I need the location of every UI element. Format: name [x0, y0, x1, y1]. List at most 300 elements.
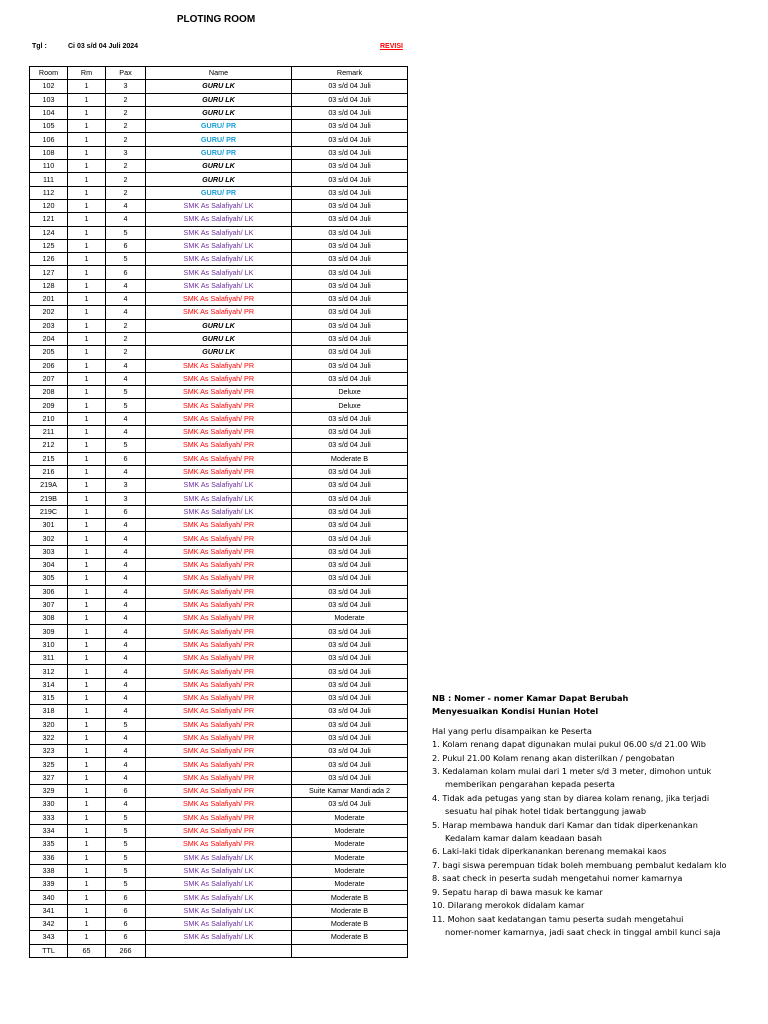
cell-pax: 4 [106, 213, 146, 226]
cell-room: 212 [30, 439, 68, 452]
cell-room: 126 [30, 253, 68, 266]
cell-name: SMK As Salafiyah/ PR [146, 705, 292, 718]
cell-remark: 03 s/d 04 Juli [292, 625, 408, 638]
note-item: 2. Pukul 21.00 Kolam renang akan disterilkan / pengobatan [432, 752, 675, 763]
cell-name: SMK As Salafiyah/ LK [146, 199, 292, 212]
table-row [30, 931, 408, 944]
cell-room: 209 [30, 399, 68, 412]
cell-name: SMK As Salafiyah/ PR [146, 612, 292, 625]
cell-room: 305 [30, 572, 68, 585]
cell-pax: 2 [106, 319, 146, 332]
cell-pax: 4 [106, 638, 146, 651]
cell-remark: Moderate [292, 864, 408, 877]
cell-rm: 1 [68, 93, 106, 106]
cell-pax: 4 [106, 652, 146, 665]
cell-room: 311 [30, 652, 68, 665]
cell-room: 102 [30, 80, 68, 93]
cell-remark: 03 s/d 04 Juli [292, 266, 408, 279]
column-header-name: Name [146, 67, 292, 80]
cell-rm: 1 [68, 678, 106, 691]
cell-rm: 1 [68, 838, 106, 851]
cell-remark: 03 s/d 04 Juli [292, 545, 408, 558]
cell-room: 307 [30, 598, 68, 611]
cell-pax: 6 [106, 904, 146, 917]
cell-rm: 1 [68, 213, 106, 226]
cell-name: SMK As Salafiyah/ PR [146, 372, 292, 385]
table-row [30, 239, 408, 252]
cell-remark: 03 s/d 04 Juli [292, 173, 408, 186]
column-header-rm: Rm [68, 67, 106, 80]
cell-remark: 03 s/d 04 Juli [292, 492, 408, 505]
cell-remark: Moderate [292, 824, 408, 837]
cell-pax: 4 [106, 771, 146, 784]
cell-room: 312 [30, 665, 68, 678]
cell-room: 202 [30, 306, 68, 319]
cell-name: SMK As Salafiyah/ PR [146, 558, 292, 571]
cell-name: SMK As Salafiyah/ LK [146, 226, 292, 239]
table-row [30, 133, 408, 146]
note-item: 4. Tidak ada petugas yang stan by diarea kolam renang, jika terjadi [432, 792, 710, 803]
table-row [30, 146, 408, 159]
cell-pax: 2 [106, 346, 146, 359]
table-row [30, 479, 408, 492]
cell-name: SMK As Salafiyah/ LK [146, 239, 292, 252]
cell-rm: 1 [68, 705, 106, 718]
cell-remark: 03 s/d 04 Juli [292, 239, 408, 252]
table-row [30, 824, 408, 837]
table-header-row [30, 67, 408, 80]
table-row [30, 106, 408, 119]
cell-remark: 03 s/d 04 Juli [292, 771, 408, 784]
cell-rm: 1 [68, 346, 106, 359]
cell-room: 106 [30, 133, 68, 146]
cell-remark: 03 s/d 04 Juli [292, 718, 408, 731]
cell-room: 208 [30, 386, 68, 399]
cell-room: 315 [30, 691, 68, 704]
cell-pax: 5 [106, 878, 146, 891]
cell-name: SMK As Salafiyah/ PR [146, 691, 292, 704]
cell-name: SMK As Salafiyah/ PR [146, 758, 292, 771]
table-row [30, 851, 408, 864]
cell-pax: 6 [106, 918, 146, 931]
cell-pax: 4 [106, 372, 146, 385]
cell-name: SMK As Salafiyah/ LK [146, 492, 292, 505]
cell-remark: 03 s/d 04 Juli [292, 745, 408, 758]
cell-rm: 1 [68, 718, 106, 731]
cell-name: GURU LK [146, 346, 292, 359]
note-item: 10. Dilarang merokok didalam kamar [432, 900, 585, 911]
cell-pax: 6 [106, 891, 146, 904]
cell-pax: 5 [106, 439, 146, 452]
cell-rm: 1 [68, 239, 106, 252]
total-name [146, 944, 292, 957]
table-row [30, 545, 408, 558]
cell-room: 204 [30, 332, 68, 345]
cell-pax: 4 [106, 612, 146, 625]
cell-pax: 2 [106, 133, 146, 146]
nb-line-1: NB : Nomer - nomer Kamar Dapat Berubah [432, 693, 629, 703]
cell-pax: 5 [106, 824, 146, 837]
cell-name: SMK As Salafiyah/ PR [146, 785, 292, 798]
table-row [30, 638, 408, 651]
cell-pax: 4 [106, 665, 146, 678]
cell-room: 314 [30, 678, 68, 691]
cell-remark: 03 s/d 04 Juli [292, 558, 408, 571]
cell-pax: 4 [106, 465, 146, 478]
cell-remark: Moderate B [292, 891, 408, 904]
table-row [30, 293, 408, 306]
cell-rm: 1 [68, 824, 106, 837]
cell-name: GURU/ PR [146, 146, 292, 159]
table-row [30, 572, 408, 585]
cell-pax: 4 [106, 359, 146, 372]
cell-remark: 03 s/d 04 Juli [292, 465, 408, 478]
cell-pax: 4 [106, 532, 146, 545]
note-item: 6. Laki-laki tidak diperkanankan berenang memakai kaos [432, 846, 667, 857]
note-item: sesuatu hal pihak hotel tidak bertanggung jawab [445, 806, 647, 817]
cell-rm: 1 [68, 399, 106, 412]
table-row [30, 652, 408, 665]
table-row [30, 838, 408, 851]
cell-rm: 1 [68, 319, 106, 332]
cell-room: 302 [30, 532, 68, 545]
cell-room: 201 [30, 293, 68, 306]
cell-remark: 03 s/d 04 Juli [292, 359, 408, 372]
cell-rm: 1 [68, 479, 106, 492]
cell-remark: 03 s/d 04 Juli [292, 120, 408, 133]
cell-remark: Moderate [292, 878, 408, 891]
cell-pax: 4 [106, 545, 146, 558]
cell-remark: Moderate [292, 811, 408, 824]
cell-room: 338 [30, 864, 68, 877]
cell-name: SMK As Salafiyah/ PR [146, 638, 292, 651]
cell-rm: 1 [68, 745, 106, 758]
cell-pax: 4 [106, 199, 146, 212]
cell-pax: 5 [106, 253, 146, 266]
table-row [30, 492, 408, 505]
total-rm: 65 [68, 944, 106, 957]
cell-remark: 03 s/d 04 Juli [292, 199, 408, 212]
cell-room: 303 [30, 545, 68, 558]
cell-pax: 5 [106, 386, 146, 399]
table-row [30, 585, 408, 598]
cell-room: 308 [30, 612, 68, 625]
cell-name: SMK As Salafiyah/ PR [146, 678, 292, 691]
cell-rm: 1 [68, 798, 106, 811]
cell-pax: 5 [106, 864, 146, 877]
cell-remark: Deluxe [292, 399, 408, 412]
cell-rm: 1 [68, 293, 106, 306]
cell-name: SMK As Salafiyah/ LK [146, 918, 292, 931]
total-label: TTL [30, 944, 68, 957]
table-row [30, 598, 408, 611]
cell-room: 110 [30, 160, 68, 173]
cell-remark: 03 s/d 04 Juli [292, 93, 408, 106]
cell-name: SMK As Salafiyah/ PR [146, 426, 292, 439]
cell-name: SMK As Salafiyah/ LK [146, 266, 292, 279]
cell-room: 104 [30, 106, 68, 119]
cell-name: SMK As Salafiyah/ PR [146, 399, 292, 412]
cell-remark: 03 s/d 04 Juli [292, 758, 408, 771]
table-row [30, 120, 408, 133]
table-row [30, 918, 408, 931]
cell-remark: 03 s/d 04 Juli [292, 346, 408, 359]
cell-room: 322 [30, 731, 68, 744]
table-row [30, 891, 408, 904]
note-item: Kedalam kamar dalam keadaan basah [445, 833, 602, 844]
cell-room: 207 [30, 372, 68, 385]
table-row [30, 691, 408, 704]
cell-pax: 6 [106, 505, 146, 518]
cell-pax: 5 [106, 838, 146, 851]
cell-room: 127 [30, 266, 68, 279]
cell-room: 342 [30, 918, 68, 931]
cell-pax: 3 [106, 479, 146, 492]
table-row [30, 505, 408, 518]
cell-pax: 4 [106, 598, 146, 611]
note-item: 5. Harap membawa handuk dari Kamar dan tidak diperkenankan [432, 819, 698, 830]
cell-rm: 1 [68, 160, 106, 173]
cell-name: GURU/ PR [146, 186, 292, 199]
cell-remark: Moderate B [292, 918, 408, 931]
cell-rm: 1 [68, 652, 106, 665]
table-row [30, 253, 408, 266]
cell-remark: 03 s/d 04 Juli [292, 332, 408, 345]
cell-room: 333 [30, 811, 68, 824]
cell-rm: 1 [68, 426, 106, 439]
cell-pax: 4 [106, 731, 146, 744]
cell-room: 304 [30, 558, 68, 571]
cell-name: SMK As Salafiyah/ LK [146, 891, 292, 904]
cell-remark: Deluxe [292, 386, 408, 399]
table-row [30, 665, 408, 678]
cell-rm: 1 [68, 918, 106, 931]
table-row [30, 93, 408, 106]
cell-pax: 4 [106, 558, 146, 571]
table-row [30, 426, 408, 439]
cell-name: GURU LK [146, 332, 292, 345]
cell-name: SMK As Salafiyah/ LK [146, 279, 292, 292]
cell-room: 210 [30, 412, 68, 425]
cell-room: 341 [30, 904, 68, 917]
cell-room: 111 [30, 173, 68, 186]
cell-name: SMK As Salafiyah/ PR [146, 452, 292, 465]
note-item: 9. Sepatu harap di bawa masuk ke kamar [432, 886, 603, 897]
table-row [30, 811, 408, 824]
note-item: 11. Mohon saat kedatangan tamu peserta sudah mengetahui [432, 913, 684, 924]
cell-name: SMK As Salafiyah/ PR [146, 412, 292, 425]
cell-room: 329 [30, 785, 68, 798]
table-row [30, 625, 408, 638]
cell-rm: 1 [68, 465, 106, 478]
cell-name: SMK As Salafiyah/ LK [146, 931, 292, 944]
cell-rm: 1 [68, 758, 106, 771]
cell-room: 124 [30, 226, 68, 239]
cell-pax: 5 [106, 811, 146, 824]
cell-remark: 03 s/d 04 Juli [292, 226, 408, 239]
cell-pax: 6 [106, 452, 146, 465]
cell-rm: 1 [68, 146, 106, 159]
note-item: 3. Kedalaman kolam mulai dari 1 meter s/d 3 meter, dimohon untuk [432, 766, 712, 777]
cell-name: GURU LK [146, 173, 292, 186]
cell-room: 343 [30, 931, 68, 944]
cell-rm: 1 [68, 199, 106, 212]
cell-name: SMK As Salafiyah/ PR [146, 811, 292, 824]
cell-room: 301 [30, 519, 68, 532]
total-remark [292, 944, 408, 957]
cell-pax: 5 [106, 226, 146, 239]
cell-room: 121 [30, 213, 68, 226]
cell-remark: 03 s/d 04 Juli [292, 691, 408, 704]
cell-name: SMK As Salafiyah/ PR [146, 718, 292, 731]
cell-name: SMK As Salafiyah/ LK [146, 253, 292, 266]
cell-remark: 03 s/d 04 Juli [292, 652, 408, 665]
note-item: nomer-nomer kamarnya, jadi saat check in tinggal ambil kunci saja [445, 926, 721, 937]
cell-pax: 6 [106, 266, 146, 279]
cell-remark: 03 s/d 04 Juli [292, 439, 408, 452]
cell-rm: 1 [68, 173, 106, 186]
cell-rm: 1 [68, 545, 106, 558]
cell-name: SMK As Salafiyah/ PR [146, 771, 292, 784]
table-row [30, 519, 408, 532]
notes-list [432, 738, 766, 939]
cell-rm: 1 [68, 572, 106, 585]
cell-name: GURU LK [146, 80, 292, 93]
cell-remark: 03 s/d 04 Juli [292, 678, 408, 691]
table-row [30, 306, 408, 319]
cell-rm: 1 [68, 332, 106, 345]
cell-room: 339 [30, 878, 68, 891]
cell-room: 325 [30, 758, 68, 771]
cell-pax: 2 [106, 120, 146, 133]
cell-remark: 03 s/d 04 Juli [292, 160, 408, 173]
cell-room: 306 [30, 585, 68, 598]
cell-room: 216 [30, 465, 68, 478]
column-header-pax: Pax [106, 67, 146, 80]
cell-room: 320 [30, 718, 68, 731]
cell-rm: 1 [68, 691, 106, 704]
cell-remark: 03 s/d 04 Juli [292, 598, 408, 611]
cell-rm: 1 [68, 359, 106, 372]
cell-name: SMK As Salafiyah/ PR [146, 306, 292, 319]
cell-pax: 4 [106, 691, 146, 704]
cell-pax: 4 [106, 426, 146, 439]
table-row [30, 745, 408, 758]
nb-line-2: Menyesuaikan Kondisi Hunian Hotel [432, 706, 599, 717]
table-row [30, 226, 408, 239]
cell-room: 120 [30, 199, 68, 212]
cell-rm: 1 [68, 120, 106, 133]
cell-name: SMK As Salafiyah/ LK [146, 851, 292, 864]
cell-room: 112 [30, 186, 68, 199]
cell-name: SMK As Salafiyah/ PR [146, 625, 292, 638]
cell-name: SMK As Salafiyah/ PR [146, 572, 292, 585]
cell-name: SMK As Salafiyah/ PR [146, 652, 292, 665]
table-row [30, 186, 408, 199]
cell-rm: 1 [68, 864, 106, 877]
cell-name: GURU/ PR [146, 120, 292, 133]
cell-rm: 1 [68, 519, 106, 532]
cell-rm: 1 [68, 133, 106, 146]
total-row [30, 944, 408, 957]
cell-room: 219C [30, 505, 68, 518]
table-row [30, 386, 408, 399]
cell-name: SMK As Salafiyah/ PR [146, 798, 292, 811]
table-row [30, 758, 408, 771]
cell-name: SMK As Salafiyah/ PR [146, 838, 292, 851]
cell-pax: 4 [106, 519, 146, 532]
table-row [30, 332, 408, 345]
cell-pax: 4 [106, 585, 146, 598]
cell-rm: 1 [68, 452, 106, 465]
cell-name: SMK As Salafiyah/ LK [146, 505, 292, 518]
notes-panel [432, 692, 766, 939]
date-value: Ci 03 s/d 04 Juli 2024 [68, 43, 139, 50]
cell-name: SMK As Salafiyah/ PR [146, 519, 292, 532]
cell-rm: 1 [68, 585, 106, 598]
cell-rm: 1 [68, 731, 106, 744]
cell-rm: 1 [68, 80, 106, 93]
cell-rm: 1 [68, 505, 106, 518]
cell-pax: 4 [106, 705, 146, 718]
table-row [30, 160, 408, 173]
cell-remark: 03 s/d 04 Juli [292, 186, 408, 199]
cell-rm: 1 [68, 532, 106, 545]
cell-room: 108 [30, 146, 68, 159]
table-row [30, 731, 408, 744]
cell-remark: Moderate B [292, 931, 408, 944]
cell-remark: 03 s/d 04 Juli [292, 253, 408, 266]
table-row [30, 346, 408, 359]
cell-name: SMK As Salafiyah/ PR [146, 731, 292, 744]
note-item: memberikan pengarahan kepada peserta [445, 779, 615, 790]
cell-rm: 1 [68, 439, 106, 452]
cell-rm: 1 [68, 785, 106, 798]
cell-pax: 6 [106, 931, 146, 944]
cell-pax: 5 [106, 399, 146, 412]
note-item: 1. Kolam renang dapat digunakan mulai pukul 06.00 s/d 21.00 Wib [432, 739, 706, 750]
cell-remark: 03 s/d 04 Juli [292, 505, 408, 518]
cell-rm: 1 [68, 771, 106, 784]
table-row [30, 785, 408, 798]
cell-name: SMK As Salafiyah/ LK [146, 479, 292, 492]
cell-pax: 4 [106, 625, 146, 638]
table-row [30, 412, 408, 425]
cell-room: 336 [30, 851, 68, 864]
cell-pax: 2 [106, 173, 146, 186]
cell-rm: 1 [68, 931, 106, 944]
cell-name: SMK As Salafiyah/ PR [146, 545, 292, 558]
cell-room: 211 [30, 426, 68, 439]
cell-name: GURU LK [146, 93, 292, 106]
cell-rm: 1 [68, 625, 106, 638]
cell-remark: 03 s/d 04 Juli [292, 106, 408, 119]
table-row [30, 798, 408, 811]
cell-name: GURU/ PR [146, 133, 292, 146]
cell-rm: 1 [68, 598, 106, 611]
notes-intro: Hal yang perlu disampaikan ke Peserta [432, 725, 592, 736]
cell-name: SMK As Salafiyah/ PR [146, 465, 292, 478]
cell-pax: 5 [106, 718, 146, 731]
cell-rm: 1 [68, 266, 106, 279]
cell-room: 334 [30, 824, 68, 837]
table-row [30, 173, 408, 186]
table-row [30, 279, 408, 292]
cell-remark: 03 s/d 04 Juli [292, 80, 408, 93]
cell-remark: Moderate [292, 612, 408, 625]
table-row [30, 359, 408, 372]
cell-remark: Suite Kamar Mandi ada 2 [292, 785, 408, 798]
